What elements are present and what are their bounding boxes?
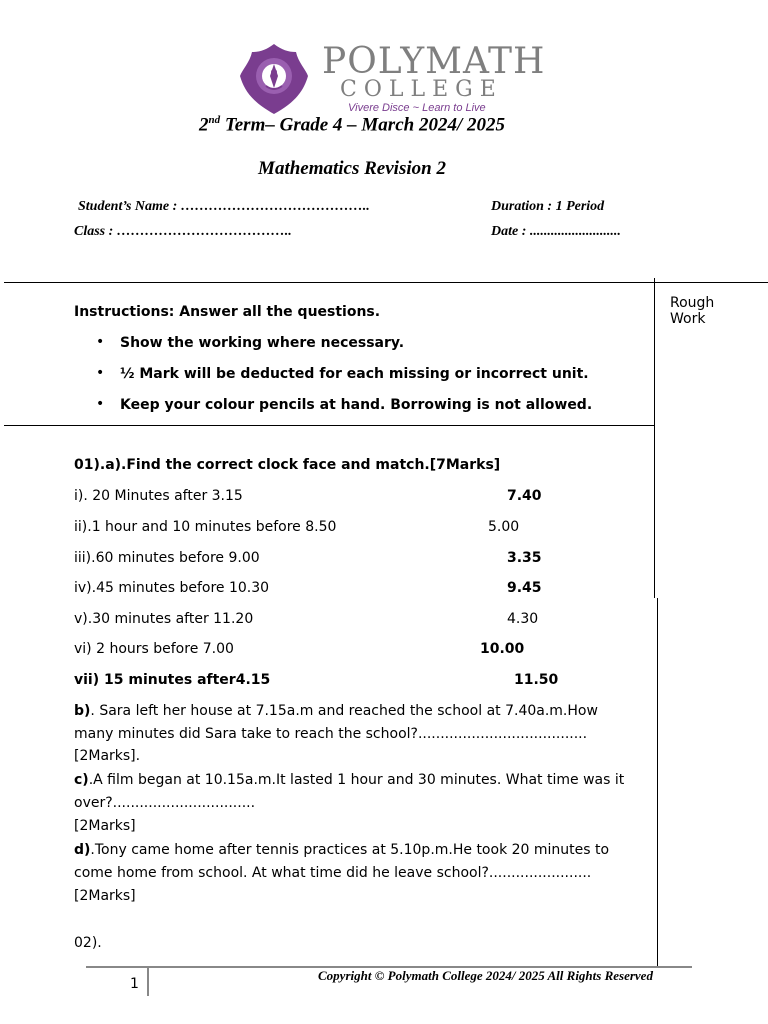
- instructions-divider: [4, 425, 654, 426]
- rough-work-label: [670, 295, 714, 327]
- q1a-item-answer: 9.45: [507, 580, 542, 596]
- q1a-item-question: vi) 2 hours before 7.00: [74, 641, 234, 657]
- q1d-marks: [2Marks]: [74, 888, 136, 904]
- rough-label-line1: Rough: [670, 295, 715, 311]
- instruction-bullet: Keep your colour pencils at hand. Borrowing is not allowed.: [120, 397, 593, 413]
- footer-copyright: Copyright © Polymath College 2024/ 2025 All Rights Reserved: [318, 968, 653, 983]
- q1b-text: [74, 700, 634, 746]
- q2-label: 02).: [74, 935, 102, 951]
- q1a-item-question: i). 20 Minutes after 3.15: [74, 488, 243, 504]
- rough-work-border-bottom: [657, 598, 658, 968]
- logo-name-line2: COLLEGE: [340, 77, 503, 102]
- q1c-body: .A film began at 10.15a.m.It lasted 1 hour and 30 minutes. What time was it over?................................: [74, 772, 625, 811]
- rough-label-line2: Work: [670, 311, 706, 327]
- footer-page-separator: [147, 968, 149, 996]
- bullet-icon: •: [96, 365, 105, 381]
- q1c-label: c): [74, 772, 89, 788]
- page-number: 1: [130, 976, 139, 992]
- term-ordinal: nd: [208, 114, 221, 126]
- q1a-item-answer: 5.00: [488, 519, 520, 535]
- q1a-item-question: v).30 minutes after 11.20: [74, 611, 254, 627]
- q1b-label: b): [74, 703, 91, 719]
- instruction-bullet: ½ Mark will be deducted for each missing or incorrect unit.: [120, 366, 589, 382]
- bullet-icon: •: [96, 334, 105, 350]
- college-logo: [238, 41, 546, 116]
- q1d-text: [74, 839, 634, 885]
- class-field: Class : ………………………………..: [74, 224, 292, 239]
- term-number: 2: [199, 114, 209, 136]
- instructions-heading: Instructions: Answer all the questions.: [74, 304, 381, 320]
- q1a-item-question: ii).1 hour and 10 minutes before 8.50: [74, 519, 337, 535]
- q1d-body: .Tony came home after tennis practices at 5.10p.m.He took 20 minutes to come home from school. At what time did he leave school?.......................: [74, 842, 610, 881]
- duration-field: Duration : 1 Period: [491, 199, 605, 214]
- q1a-item-answer: 4.30: [507, 611, 539, 627]
- term-text: Term– Grade 4 – March 2024/ 2025: [220, 114, 505, 136]
- instruction-bullet: Show the working where necessary.: [120, 335, 405, 351]
- bullet-icon: •: [96, 396, 105, 412]
- q1a-heading: 01).a).Find the correct clock face and match.[7Marks]: [74, 457, 501, 473]
- q1b-body: . Sara left her house at 7.15a.m and reached the school at 7.40a.m.How many minutes did Sara take to reach the school?......................................: [74, 703, 598, 742]
- logo-tagline: Vivere Disce ~ Learn to Live: [348, 102, 486, 114]
- q1c-marks: [2Marks]: [74, 818, 136, 834]
- q1d-label: d): [74, 842, 91, 858]
- q1a-item-answer: 10.00: [480, 641, 525, 657]
- rough-work-border-top: [654, 278, 655, 598]
- q1a-item-question: iv).45 minutes before 10.30: [74, 580, 270, 596]
- q1b-marks: [2Marks].: [74, 748, 141, 764]
- q1a-item-answer: 3.35: [507, 550, 542, 566]
- q1a-item-answer: 7.40: [507, 488, 542, 504]
- term-title: [0, 114, 704, 136]
- student-name-field: Student’s Name : …………………………………..: [78, 199, 370, 214]
- date-field: Date : ..........................: [491, 224, 621, 239]
- logo-name-line1: POLYMATH: [322, 41, 546, 82]
- q1a-item-question: iii).60 minutes before 9.00: [74, 550, 260, 566]
- q1c-text: [74, 769, 634, 815]
- subject-title: Mathematics Revision 2: [258, 158, 446, 179]
- q1a-item-answer: 11.50: [514, 672, 559, 688]
- q1a-item-question: vii) 15 minutes after4.15: [74, 672, 271, 688]
- college-emblem-icon: [238, 42, 310, 116]
